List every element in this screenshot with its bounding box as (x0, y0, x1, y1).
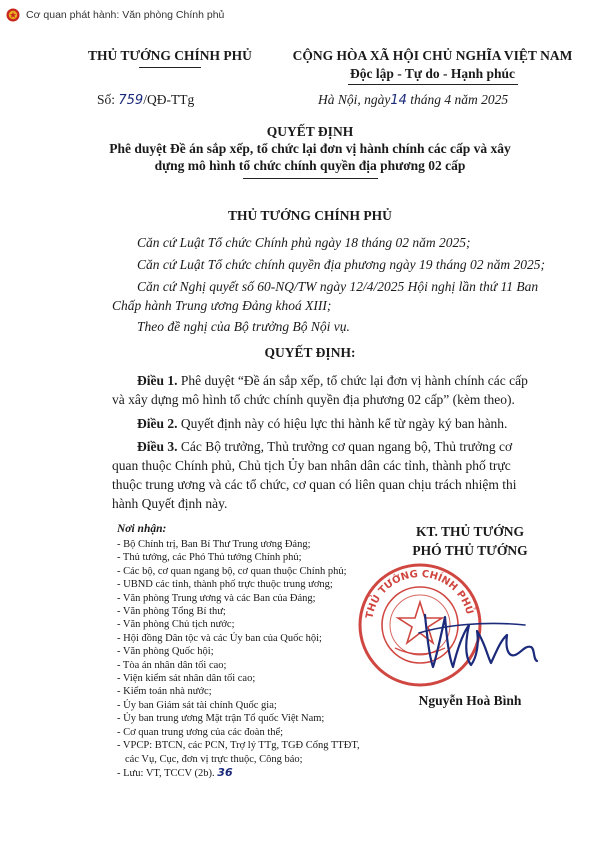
article-1 (137, 372, 528, 389)
recipient-item: - Viện kiểm sát nhân dân tối cao; (117, 673, 256, 685)
document-number (97, 92, 194, 108)
document-date (318, 92, 508, 108)
recipient-item: - Văn phòng Trung ương và các Ban của Đảng; (117, 592, 316, 604)
recipient-item: - Ủy ban Giám sát tài chính Quốc gia; (117, 699, 277, 711)
recipient-item (117, 766, 360, 780)
recipient-item: các Vụ, Cục, đơn vị trực thuộc, Công báo; (125, 753, 303, 765)
issuing-org (70, 48, 270, 68)
basis-3-continued: Chấp hành Trung ương Đảng khoá XIII; (112, 298, 332, 313)
recipient-item: - Văn phòng Chủ tịch nước; (117, 619, 235, 631)
national-title (270, 48, 595, 85)
motto: Độc lập - Tự do - Hạnh phúc (349, 66, 516, 81)
seal-ring-text: THỦ TƯỚNG CHÍNH PHỦ (364, 568, 475, 620)
article-1-continued: và xây dựng mô hình tổ chức chính quyền địa phương 02 cấp” (kèm theo). (112, 392, 515, 407)
recipients-list (117, 538, 360, 780)
vn-emblem-icon (6, 8, 20, 22)
recipient-item: - Cơ quan trung ương của các đoàn thể; (117, 726, 284, 738)
article-1-label: Điều 1. (137, 373, 178, 388)
article-3-text: Các Bộ trưởng, Thủ trưởng cơ quan ngang bộ, Thủ trưởng cơ (180, 439, 513, 454)
recipient-item: - Các bộ, cơ quan ngang bộ, cơ quan thuộc Chính phủ; (117, 565, 347, 577)
number-suffix: /QĐ-TTg (143, 92, 195, 107)
recipient-item: - Kiểm toán nhà nước; (117, 686, 212, 698)
recipient-item: - Văn phòng Tổng Bí thư; (117, 606, 226, 618)
storage-count-handwritten: 36 (217, 765, 233, 779)
basis-3: Căn cứ Nghị quyết số 60-NQ/TW ngày 12/4/2025 Hội nghị lần thứ 11 Ban (137, 279, 539, 294)
issuer-text: Cơ quan phát hành: Văn phòng Chính phủ (26, 9, 225, 21)
signer-name: Nguyễn Hoà Bình (418, 693, 522, 708)
basis-1: Căn cứ Luật Tổ chức Chính phủ ngày 18 tháng 02 năm 2025; (137, 235, 471, 250)
document-title (30, 124, 590, 179)
recipient-last: - Lưu: VT, TCCV (2b). (117, 767, 215, 779)
article-2 (137, 415, 507, 432)
org-name: THỦ TƯỚNG CHÍNH PHỦ (88, 48, 252, 63)
number-handwritten: 759 (118, 93, 144, 108)
decides-heading: QUYẾT ĐỊNH: (264, 345, 356, 360)
title-kind: QUYẾT ĐỊNH (266, 124, 354, 139)
country-name: CỘNG HÒA XÃ HỘI CHỦ NGHĨA VIỆT NAM (292, 48, 573, 63)
title-subject-line-2: dựng mô hình tổ chức chính quyền địa phương 02 cấp (154, 158, 466, 173)
recipient-item: - Hội đồng Dân tộc và các Ủy ban của Quốc hội; (117, 632, 322, 644)
recipients-heading: Nơi nhận: (117, 523, 167, 535)
issuer-bar (0, 0, 600, 28)
authority-heading: THỦ TƯỚNG CHÍNH PHỦ (228, 208, 392, 223)
recipient-item: - Văn phòng Quốc hội; (117, 646, 214, 658)
article-3-line-3: thuộc trung ương và các tổ chức, cơ quan có liên quan chịu trách nhiệm thi (112, 477, 517, 492)
title-underline (243, 178, 378, 179)
basis-4: Theo đề nghị của Bộ trưởng Bộ Nội vụ. (137, 319, 350, 334)
recipient-item: - VPCP: BTCN, các PCN, Trợ lý TTg, TGĐ Cổng TTĐT, (117, 740, 360, 752)
handwritten-signature-icon (405, 595, 550, 685)
motto-underline (348, 84, 518, 85)
article-3-line-2: quan thuộc Chính phủ, Chủ tịch Ủy ban nhân dân các tỉnh, thành phố trực (112, 458, 511, 473)
article-2-text: Quyết định này có hiệu lực thi hành kể từ ngày ký ban hành. (180, 416, 508, 431)
article-1-text: Phê duyệt “Đề án sắp xếp, tổ chức lại đơn vị hành chính các cấp (180, 373, 528, 388)
date-suffix: tháng 4 năm 2025 (410, 92, 509, 107)
recipient-item: - Ủy ban trung ương Mặt trận Tổ quốc Việt Nam; (117, 713, 325, 725)
basis-2: Căn cứ Luật Tổ chức chính quyền địa phương ngày 19 tháng 02 năm 2025; (137, 257, 546, 272)
number-prefix: Số: (97, 92, 116, 107)
signature-line-1: KT. THỦ TƯỚNG (416, 524, 524, 539)
signature-line-2: PHÓ THỦ TƯỚNG (412, 543, 528, 558)
org-underline (139, 67, 201, 68)
recipient-item: - UBND các tỉnh, thành phố trực thuộc trung ương; (117, 579, 333, 591)
date-day-handwritten: 14 (390, 93, 407, 108)
date-prefix: Hà Nội, ngày (318, 92, 391, 107)
title-subject-line-1: Phê duyệt Đề án sắp xếp, tổ chức lại đơn vị hành chính các cấp và xây (109, 141, 511, 156)
article-3-line-4: hành Quyết định này. (112, 496, 228, 511)
signature-title (380, 524, 560, 559)
article-2-label: Điều 2. (137, 416, 178, 431)
article-3-label: Điều 3. (137, 439, 178, 454)
recipient-item: - Tòa án nhân dân tối cao; (117, 659, 227, 671)
article-3 (137, 438, 512, 455)
recipient-item: - Thủ tướng, các Phó Thủ tướng Chính phủ; (117, 552, 302, 564)
recipient-item: - Bộ Chính trị, Ban Bí Thư Trung ương Đảng; (117, 539, 311, 550)
